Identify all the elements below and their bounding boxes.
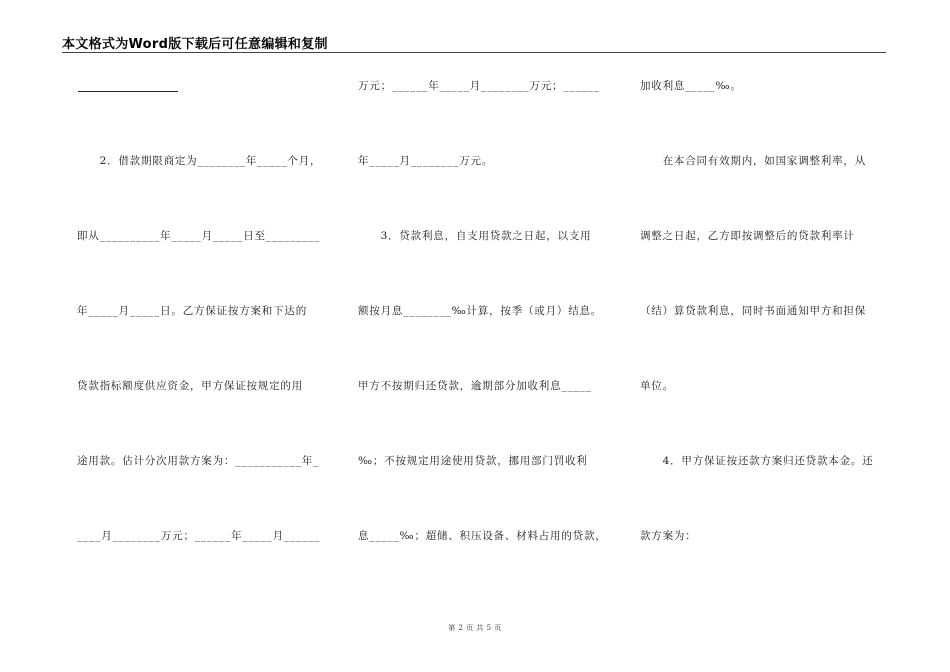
text-line: 3．贷款利息，自支用贷款之日起，以支用 [358, 230, 592, 242]
text-line: 即从__________年_____月_____日至_________ [77, 230, 321, 242]
text-line: 贷款指标额度供应资金，甲方保证按规定的用 [77, 380, 303, 392]
text-line: 款方案为： [640, 530, 697, 542]
text-line: （结）算贷款利息，同时书面通知甲方和担保 [640, 305, 866, 317]
text-line: ‰；不按规定用途使用贷款，挪用部门罚收利 [358, 455, 588, 467]
text-line: 调整之日起，乙方即按调整后的贷款利率计 [640, 230, 855, 242]
text-line: 万元；______年_____月________万元；______ [358, 80, 600, 92]
document-header-title: 本文格式为Word版下载后可任意编辑和复制 [62, 37, 328, 52]
fill-in-blank-line [78, 91, 178, 92]
text-line: 年_____月_____日。乙方保证按方案和下达的 [77, 305, 307, 317]
text-line: 途用款。估计分次用款方案为：___________年_ [77, 455, 320, 467]
page-number-footer: 第 2 页 共 5 页 [448, 624, 502, 632]
text-line: 加收利息_____‰。 [640, 80, 742, 92]
text-line: 4．甲方保证按还款方案归还贷款本金。还 [640, 455, 874, 467]
text-line: 额按月息________‰计算，按季（或月）结息。 [358, 305, 603, 317]
text-line: 息_____‰；超储、积压设备、材料占用的贷款， [358, 530, 607, 542]
header-divider [62, 52, 886, 53]
text-line: 甲方不按期归还贷款，逾期部分加收利息_____ [358, 380, 592, 392]
text-line: 年_____月________万元。 [358, 155, 494, 167]
text-line: 单位。 [640, 380, 674, 392]
text-line: 在本合同有效期内，如国家调整利率，从 [640, 155, 866, 167]
text-line: ____月________万元；______年_____月______ [77, 530, 321, 542]
text-line: 2．借款期限商定为________年_____个月， [77, 155, 322, 167]
